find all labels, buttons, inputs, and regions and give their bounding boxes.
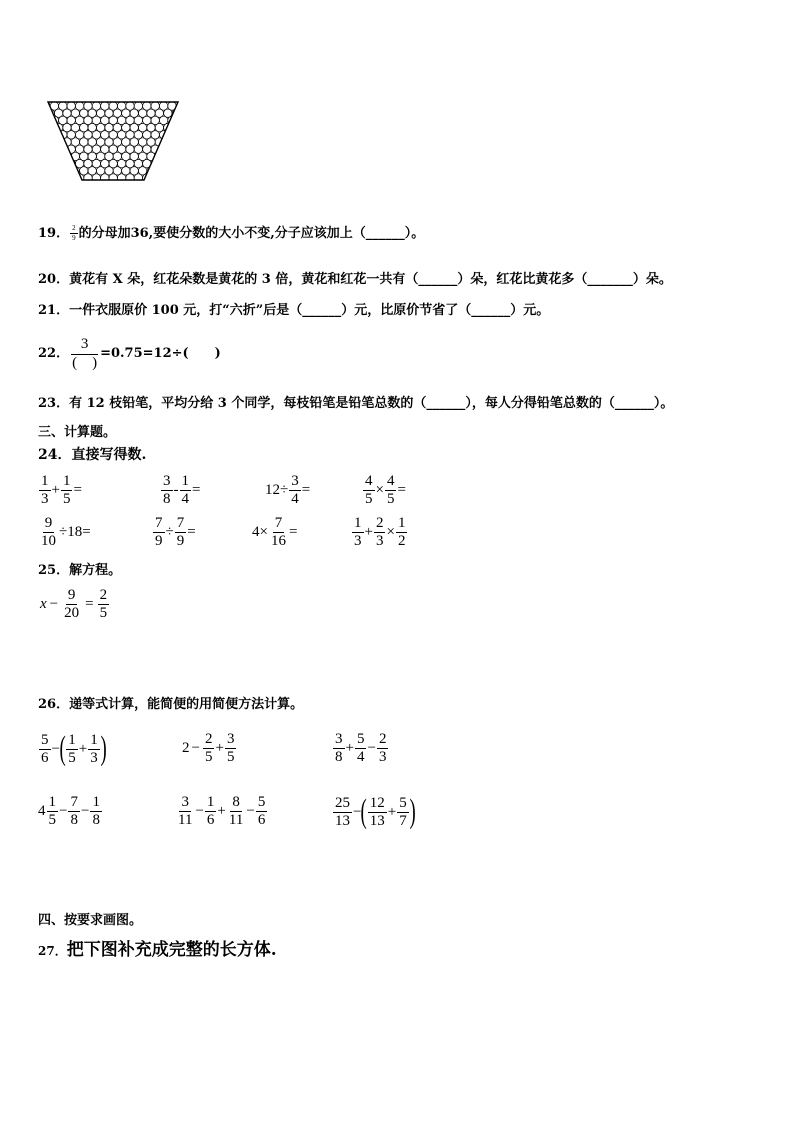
question-text: 直接写得数. [71, 447, 147, 463]
pattern-circle [59, 145, 67, 153]
pattern-circle [176, 174, 180, 182]
pattern-circle [138, 181, 146, 182]
pattern-circle [172, 138, 180, 146]
question-27-title [38, 940, 277, 961]
pattern-circle [109, 174, 117, 182]
question-number: 19． [38, 226, 70, 241]
pattern-circle [159, 159, 167, 167]
question-text: =0.75=12÷( ) [100, 346, 221, 361]
pattern-circle [113, 181, 121, 182]
question-19 [38, 225, 424, 242]
pattern-circle [46, 116, 50, 124]
equation-25: x − $\frac{9}{20}$ = $\frac{2}{5}$ [40, 587, 108, 621]
calc-2-2: $\frac{7}{9}$ ÷ $\frac{7}{9}$ = [155, 515, 196, 549]
question-number: 27． [38, 944, 67, 958]
pattern-circle [50, 131, 58, 139]
pattern-circle [130, 181, 138, 182]
question-25-title [38, 563, 121, 579]
question-text: 把下图补充成完整的长方体. [66, 940, 277, 960]
question-21 [38, 303, 549, 319]
pattern-circle [50, 145, 58, 153]
pattern-circle [46, 123, 54, 131]
pattern-circle [54, 138, 62, 146]
pattern-circle [172, 167, 180, 175]
calc-2-4: $\frac{1}{3}$ + $\frac{2}{3}$ × $\frac{1}{2}$ [354, 515, 406, 549]
pattern-circle [176, 145, 180, 153]
numerator: 2 [72, 224, 76, 232]
pattern-circle [96, 181, 104, 182]
pattern-circle [155, 167, 163, 175]
pattern-circle [159, 145, 167, 153]
pattern-circle [164, 138, 172, 146]
question-number: 20． [38, 272, 70, 287]
pattern-circle [134, 174, 142, 182]
numerator: 3 [71, 337, 99, 355]
pattern-circle [46, 167, 54, 175]
pattern-circle [105, 181, 113, 182]
denominator: ( ) [72, 355, 98, 371]
calc26-1-3: $\frac{3}{8}$ + $\frac{5}{4}$ − $\frac{2}{3}$ [335, 731, 387, 765]
pattern-circle [172, 181, 180, 182]
question-text: 一件衣服原价 100 元，打“六折”后是（______）元，比原价节省了（______）元。 [69, 303, 550, 318]
question-number: 25． [38, 563, 70, 578]
pattern-circle [88, 181, 96, 182]
pattern-circle [50, 174, 58, 182]
pattern-circle [46, 152, 54, 160]
pattern-circle [92, 174, 100, 182]
pattern-circle [172, 152, 180, 160]
question-number: 23． [38, 396, 70, 411]
pattern-circle [46, 159, 50, 167]
question-text: 的分母加36,要使分数的大小不变,分子应该加上（______）。 [78, 226, 425, 241]
pattern-circle [46, 181, 54, 182]
pattern-circle [71, 181, 79, 182]
pattern-circle [126, 174, 134, 182]
calc-2-1: $\frac{9}{10}$ ÷ 18= [41, 515, 91, 549]
pattern-circle [122, 181, 130, 182]
calc26-1-1: $\frac{5}{6}$ − ( $\frac{1}{5}$ + $\frac{1}{3}$ ) [41, 730, 107, 767]
pattern-circle [63, 167, 71, 175]
question-number: 26． [38, 697, 70, 712]
question-text: 递等式计算，能简便的用简便方法计算。 [69, 697, 304, 712]
pattern-circle [50, 159, 58, 167]
pattern-circle [168, 159, 176, 167]
pattern-circle [46, 145, 50, 153]
question-23 [38, 396, 673, 412]
question-text: 黄花有 X 朵，红花朵数是黄花的 3 倍，黄花和红花一共有（______）朵，红花比黄花多（_______）朵。 [69, 272, 672, 287]
denominator: 9 [72, 234, 76, 242]
pattern-circle [164, 167, 172, 175]
pattern-circle [101, 174, 109, 182]
pattern-circle [172, 123, 180, 131]
question-text: 有 12 枝铅笔，平均分给 3 个同学，每枝铅笔是铅笔总数的（______），每人分得铅笔总数的（______）。 [69, 396, 674, 411]
pattern-circle [67, 174, 75, 182]
pattern-circle [176, 116, 180, 124]
fraction [70, 337, 99, 371]
calc-1-2: $\frac{3}{8}$ - $\frac{1}{4}$ = [163, 473, 201, 507]
pattern-circle [59, 174, 67, 182]
pattern-circle [117, 174, 125, 182]
pattern-circle [54, 181, 62, 182]
calc-1-4: $\frac{4}{5}$ × $\frac{4}{5}$ = [365, 473, 406, 507]
trapezoid-circles-figure [46, 100, 180, 182]
pattern-circle [84, 174, 92, 182]
pattern-circle [168, 145, 176, 153]
pattern-circle [168, 174, 176, 182]
pattern-circle [54, 152, 62, 160]
section-3-title: 三、计算题。 [38, 425, 117, 440]
calc26-2-3: $\frac{25}{13}$ − ( $\frac{12}{13}$ + $\frac{5}{7}$ ) [335, 793, 416, 830]
pattern-circle [164, 181, 172, 182]
question-24-title [38, 447, 146, 463]
question-22 [38, 337, 221, 371]
fraction [70, 225, 78, 242]
pattern-circle [176, 131, 180, 139]
pattern-circle [46, 174, 50, 182]
section-4-title: 四、按要求画图。 [38, 913, 143, 928]
calc-2-3: 4 × $\frac{7}{16}$ = [252, 515, 298, 549]
pattern-circle [151, 174, 159, 182]
question-number: 21． [38, 303, 70, 318]
calc26-2-2: $\frac{3}{11}$ − $\frac{1}{6}$ + $\frac{8}{11}$ − $\frac{5}{6}$ [178, 794, 266, 828]
question-20 [38, 272, 672, 288]
pattern-circle [80, 181, 88, 182]
pattern-circle [164, 152, 172, 160]
pattern-circle [159, 174, 167, 182]
question-text: 解方程。 [69, 563, 122, 578]
pattern-circle [155, 152, 163, 160]
calc-1-3: 12 ÷ $\frac{3}{4}$ = [265, 473, 311, 507]
calc-1-1: $\frac{1}{3}$ + $\frac{1}{5}$ = [41, 473, 82, 507]
pattern-circle [176, 159, 180, 167]
pattern-circle [147, 181, 155, 182]
calc26-1-2: 2 − $\frac{2}{5}$ + $\frac{3}{5}$ [182, 731, 235, 765]
question-number: 24． [38, 447, 72, 463]
calc26-2-1: 4 $\frac{1}{5}$ − $\frac{7}{8}$ − $\frac{1}{8}$ [38, 794, 100, 828]
pattern-circle [54, 167, 62, 175]
question-number: 22． [38, 346, 70, 361]
question-26-title [38, 697, 303, 713]
pattern-circle [63, 181, 71, 182]
pattern-circle [46, 131, 50, 139]
pattern-circle [46, 138, 54, 146]
pattern-circle [155, 181, 163, 182]
pattern-circle [168, 131, 176, 139]
pattern-circle [59, 159, 67, 167]
